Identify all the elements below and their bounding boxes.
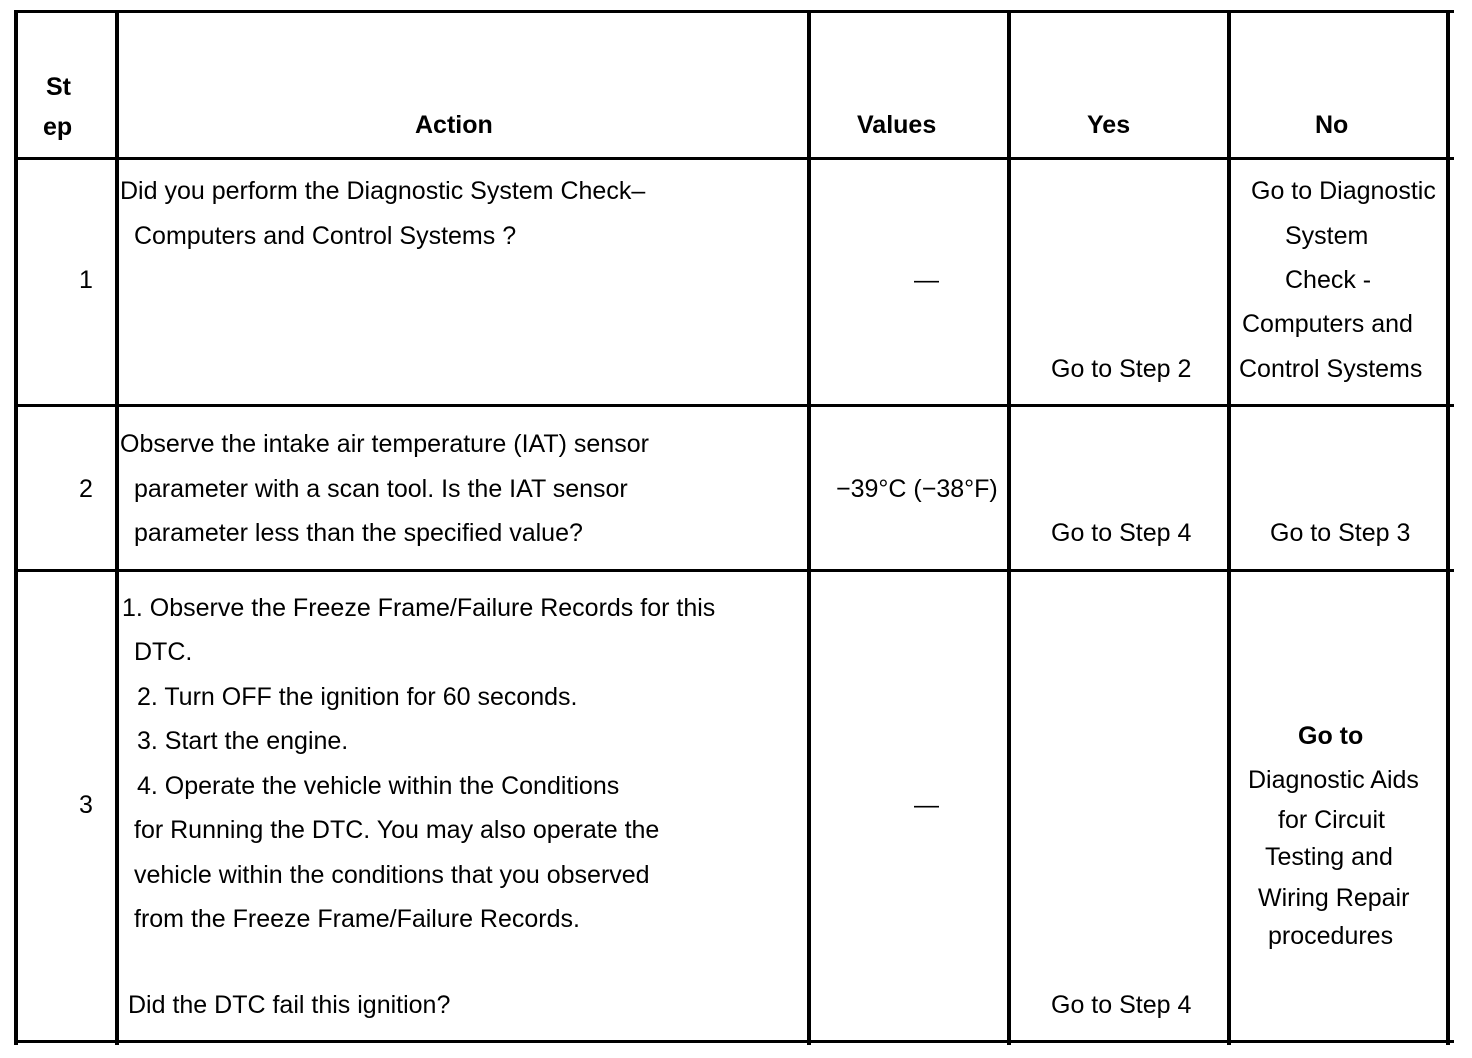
table-border-left [14,10,18,1045]
row3-yes: Go to Step 4 [1051,991,1192,1019]
row1-action-line1: Did you perform the Diagnostic System Check– [120,177,646,205]
row2-action-line2: parameter with a scan tool. Is the IAT sensor [134,475,628,503]
row3-no-line1: Go to [1298,722,1364,750]
row3-value: — [914,791,939,819]
row2-value: −39°C (−38°F) [836,475,998,503]
row1-action-line2: Computers and Control Systems ? [134,222,517,250]
row2-value-clip [811,474,1007,504]
header-values: Values [857,111,937,139]
row2-yes: Go to Step 4 [1051,519,1192,547]
row3-no-line4: Testing and [1265,843,1393,871]
row3-action-line5: 4. Operate the vehicle within the Conditions [137,772,620,800]
header-step-line2: ep [43,113,73,141]
row1-no-line3: Check - [1285,266,1372,294]
column-divider-action [807,10,811,1045]
table-border-right [1446,10,1450,1045]
row3-action-line9: Did the DTC fail this ignition? [128,991,451,1019]
row2-action-line3: parameter less than the specified value? [134,519,583,547]
column-divider-values [1007,10,1011,1045]
row-divider-1 [14,404,1454,407]
header-step-line1: St [46,73,71,101]
row-divider-header [14,157,1454,160]
row3-action-line8: from the Freeze Frame/Failure Records. [134,905,580,933]
row3-action-line2: DTC. [134,638,193,666]
row2-no: Go to Step 3 [1270,519,1411,547]
column-divider-step [115,10,119,1045]
row1-no-line1-clip [1231,176,1446,206]
row1-no-line2: System [1285,222,1369,250]
table-border-bottom [14,1040,1454,1043]
table-border-top [14,10,1454,13]
row-divider-2 [14,569,1454,572]
row1-step: 1 [79,266,93,294]
row3-action-line7: vehicle within the conditions that you observed [134,861,650,889]
row3-action-line1: 1. Observe the Freeze Frame/Failure Records for this [122,594,716,622]
row3-action-line6: for Running the DTC. You may also operate the [134,816,660,844]
row2-action-line1: Observe the intake air temperature (IAT) sensor [120,430,649,458]
header-yes: Yes [1087,111,1131,139]
row3-no-line2: Diagnostic Aids [1248,766,1419,794]
row1-yes: Go to Step 2 [1051,355,1192,383]
row1-no-line4: Computers and [1242,310,1413,338]
row1-no-line1: Go to Diagnostic [1251,177,1436,205]
row3-action-line4: 3. Start the engine. [137,727,349,755]
row1-value: — [914,266,939,294]
header-no: No [1315,111,1349,139]
row1-no-line5: Control Systems [1239,355,1423,383]
row2-step: 2 [79,475,93,503]
header-action: Action [415,111,493,139]
row3-no-line5: Wiring Repair [1258,884,1410,912]
row3-no-line6: procedures [1268,922,1394,950]
column-divider-yes [1227,10,1231,1045]
row3-step: 3 [79,791,93,819]
row3-action-line3: 2. Turn OFF the ignition for 60 seconds. [137,683,578,711]
row3-no-line3: for Circuit [1278,806,1385,834]
